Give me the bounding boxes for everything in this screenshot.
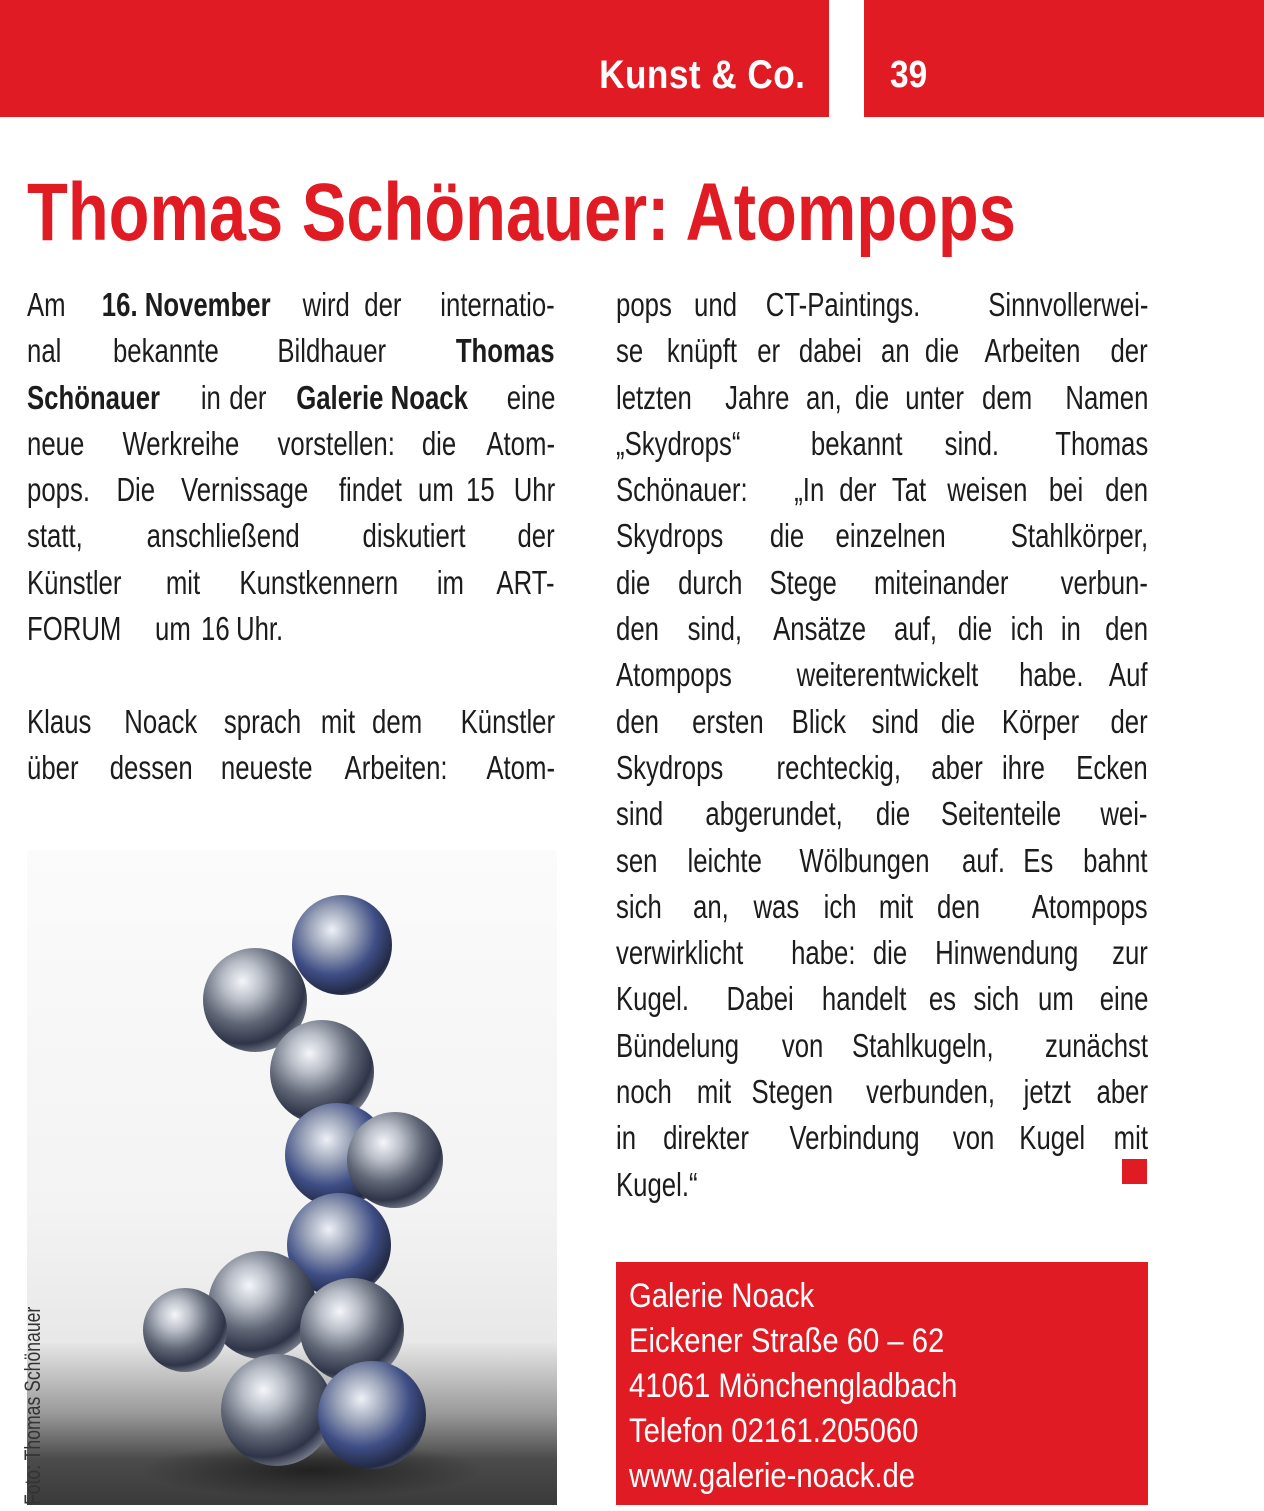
text-line: den ersten Blick sind die Körper der <box>616 702 1148 740</box>
text-line: sen leichte Wölbungen auf. Es bahnt <box>616 841 1148 879</box>
text-line: Kugel.“ <box>616 1165 698 1203</box>
text-line: pops. Die Vernissage findet um 15 Uhr <box>27 471 555 509</box>
text-line: Kugel. Dabei handelt es sich um eine <box>616 980 1148 1018</box>
text-line: „Skydrops“ bekannt sind. Thomas <box>616 424 1148 462</box>
text-line: sind abgerundet, die Seitenteile wei- <box>616 795 1148 833</box>
text-line: pops und CT-Paintings. Sinnvollerwei- <box>616 286 1148 323</box>
steel-spheres-sculpture-image <box>27 850 557 1505</box>
section-header-bar <box>0 0 829 117</box>
article-end-square-icon <box>1122 1159 1147 1184</box>
text-line: sich an, was ich mit den Atompops <box>616 887 1148 925</box>
gallery-street: Eickener Straße 60 – 62 <box>629 1322 945 1360</box>
photo-credit: Foto: Thomas Schönauer <box>20 1306 45 1505</box>
section-label: Kunst & Co. <box>598 53 805 97</box>
text-line: letzten Jahre an, die unter dem Namen <box>616 378 1148 416</box>
text-line: Atompops weiterentwickelt habe. Auf <box>616 656 1148 694</box>
page-number-bar <box>864 0 1264 117</box>
page-number: 39 <box>890 54 928 96</box>
article-title: Thomas Schönauer: Atompops <box>27 167 1016 258</box>
text-line: Schönauer: „In der Tat weisen bei den <box>616 471 1148 509</box>
text-line: se knüpft er dabei an die Arbeiten der <box>616 332 1148 370</box>
text-line: Bündelung von Stahlkugeln, zunächst <box>616 1026 1148 1064</box>
text-line: Künstler mit Kunstkennern im ART- <box>27 563 555 601</box>
gallery-info-box <box>616 1262 1148 1505</box>
gallery-name: Galerie Noack <box>629 1277 815 1315</box>
text-line: FORUM um 16 Uhr. <box>27 610 284 648</box>
article-body-right-column <box>616 282 1148 1208</box>
text-line: Skydrops rechteckig, aber ihre Ecken <box>616 748 1148 786</box>
text-line: in direkter Verbindung von Kugel mit <box>616 1119 1148 1157</box>
text-line: über dessen neueste Arbeiten: Atom- <box>27 748 555 786</box>
text-line: noch mit Stegen verbunden, jetzt aber <box>616 1073 1148 1111</box>
text-line: Schönauer in der Galerie Noack eine <box>27 378 555 416</box>
text-line: verwirklicht habe: die Hinwendung zur <box>616 934 1148 972</box>
sculpture-photo <box>27 850 557 1505</box>
text-line: den sind, Ansätze auf, die ich in den <box>616 610 1148 648</box>
text-line: nal bekannte Bildhauer Thomas <box>27 332 555 370</box>
text-line: statt, anschließend diskutiert der <box>27 517 555 555</box>
gallery-website: www.galerie-noack.de <box>629 1457 916 1495</box>
text-line: Am 16. November wird der internatio- <box>27 286 555 323</box>
text-line: neue Werkreihe vorstellen: die Atom- <box>27 424 555 462</box>
text-line: Klaus Noack sprach mit dem Künstler <box>27 702 555 740</box>
text-line: Skydrops die einzelnen Stahlkörper, <box>616 517 1148 555</box>
gallery-city: 41061 Mönchengladbach <box>629 1367 958 1405</box>
article-body-left-column <box>27 282 555 791</box>
text-line: die durch Stege miteinander verbun- <box>616 563 1148 601</box>
gallery-phone: Telefon 02161.205060 <box>629 1412 919 1450</box>
